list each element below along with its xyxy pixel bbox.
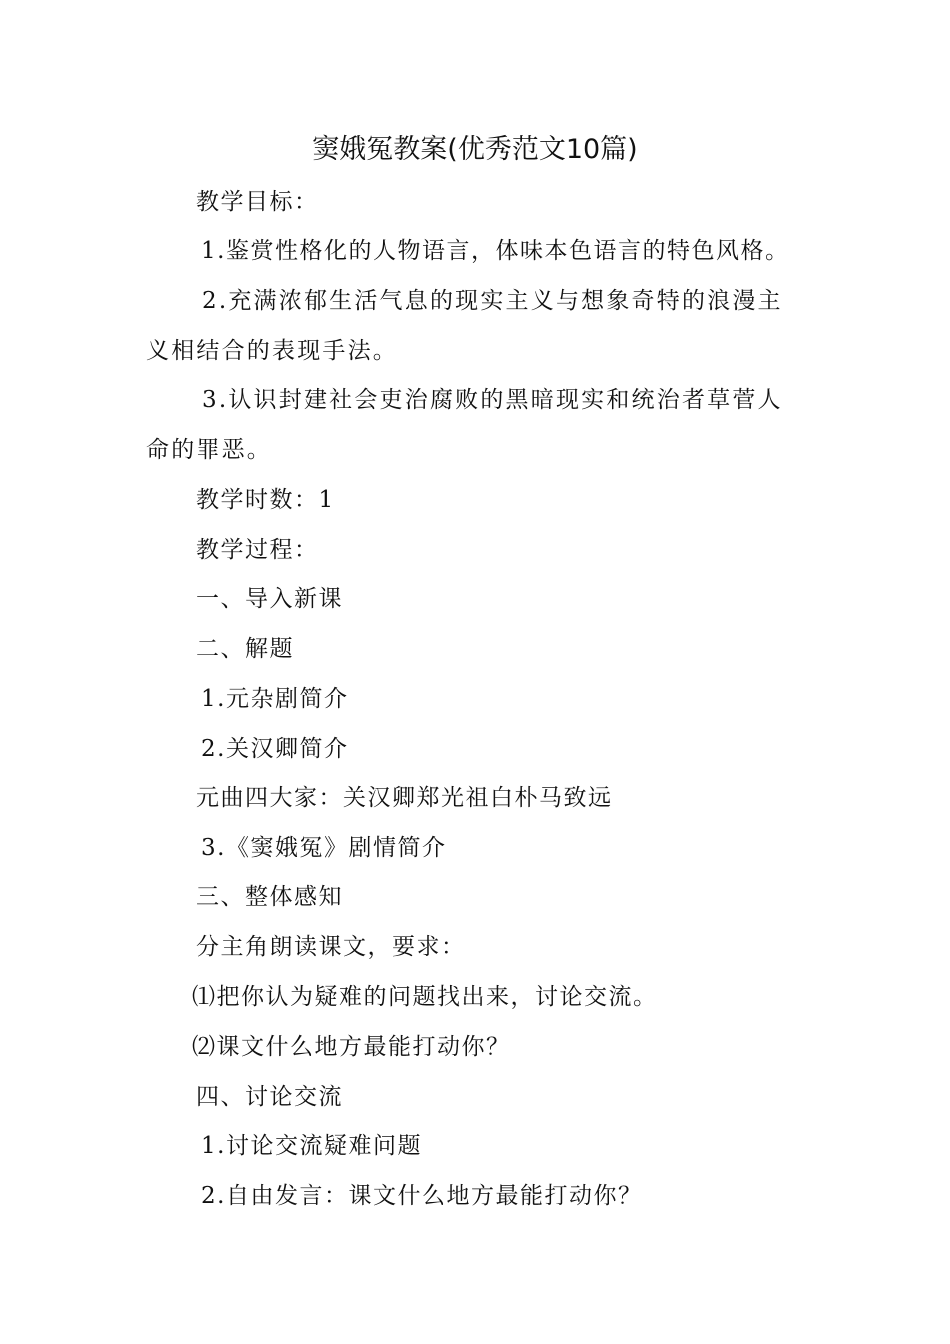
yuan-masters-line: 元曲四大家：关汉卿郑光祖白朴马致远 — [196, 785, 613, 811]
process-heading: 教学过程： — [196, 537, 319, 563]
item-2-3: 3.《窦娥冤》剧情简介 — [201, 835, 447, 861]
section-3-heading: 三、整体感知 — [196, 884, 343, 910]
objectives-heading: 教学目标： — [196, 189, 319, 215]
requirement-1: ⑴把你认为疑难的问题找出来，讨论交流。 — [192, 984, 658, 1010]
item-2-1: 1.元杂剧简介 — [201, 686, 349, 712]
class-hours: 教学时数：1 — [196, 487, 335, 513]
item-4-2: 2.自由发言：课文什么地方最能打动你？ — [201, 1183, 643, 1209]
section-4-heading: 四、讨论交流 — [196, 1084, 343, 1110]
objective-2: 2.充满浓郁生活气息的现实主义与想象奇特的浪漫主义相结合的表现手法。 — [146, 288, 783, 364]
item-4-1: 1.讨论交流疑难问题 — [201, 1133, 422, 1159]
section-2-heading: 二、解题 — [196, 636, 294, 662]
objective-1: 1.鉴赏性格化的人物语言，体味本色语言的特色风格。 — [201, 238, 790, 264]
requirement-2: ⑵课文什么地方最能打动你？ — [192, 1034, 511, 1060]
document-title: 窦娥冤教案(优秀范文10篇) — [312, 134, 638, 165]
reading-task: 分主角朗读课文，要求： — [196, 934, 466, 960]
item-2-2: 2.关汉卿简介 — [201, 736, 349, 762]
objective-3: 3.认识封建社会吏治腐败的黑暗现实和统治者草菅人命的罪恶。 — [146, 387, 783, 463]
section-1-heading: 一、导入新课 — [196, 586, 343, 612]
